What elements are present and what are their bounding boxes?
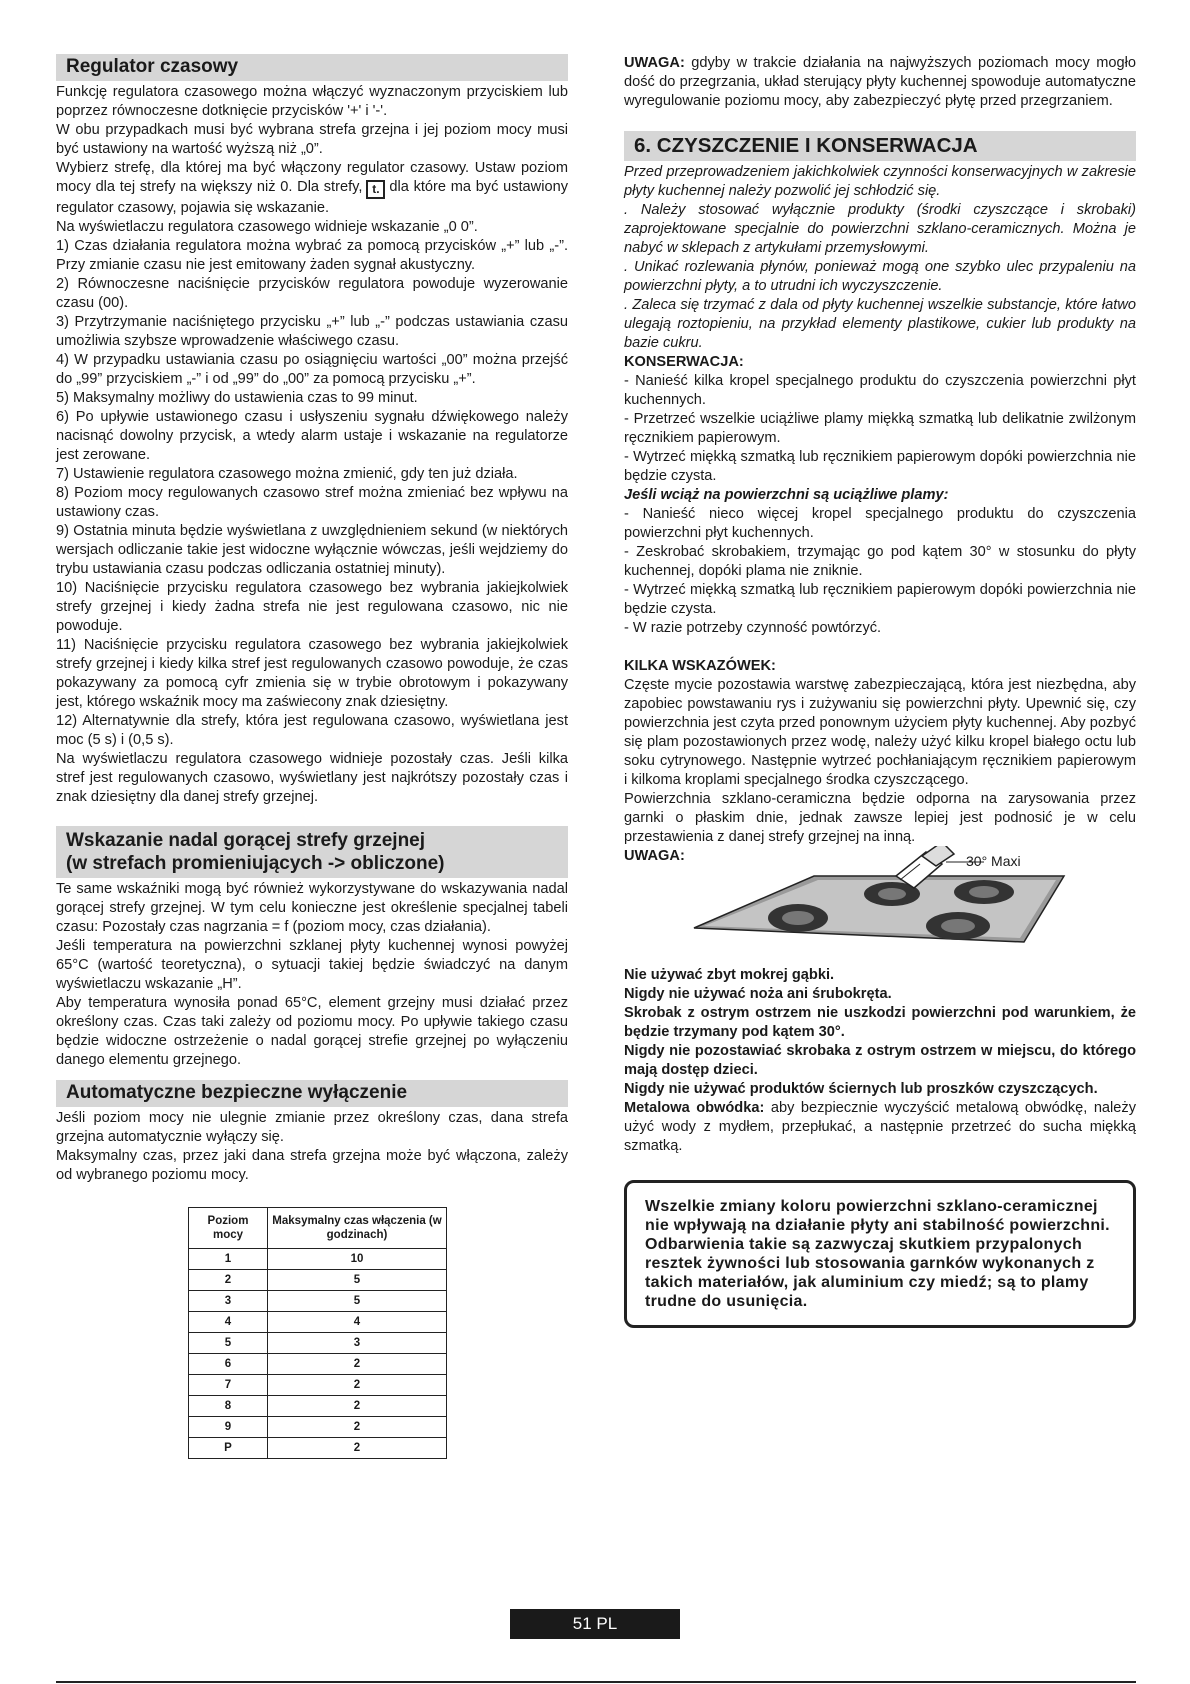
table-row <box>189 1312 447 1333</box>
bold-note-1: Nie używać zbyt mokrej gąbki. <box>624 967 835 983</box>
cell-power: 3 <box>189 1291 268 1312</box>
auto-paragraph-2: Maksymalny czas, przez jaki dana strefa grzejna może być włączona, zależy od wybranego poziomu mocy. <box>56 1148 568 1183</box>
page-number: 51 PL <box>510 1609 680 1639</box>
stains-item: - Nanieść nieco więcej kropel specjalnego produktu do czyszczenia powierzchni płyt kuchennych. <box>624 506 1136 541</box>
cell-power: P <box>189 1438 268 1459</box>
table-row <box>189 1375 447 1396</box>
right-column <box>624 54 1136 1328</box>
cell-time: 5 <box>268 1291 447 1312</box>
timer-intro-3b: dla które ma być ustawiony regulator czasowy, pojawia się wskazanie. <box>56 179 568 216</box>
timer-display-icon: t. <box>366 180 385 199</box>
tips-paragraph-1: Częste mycie pozostawia warstwę zabezpieczającą, która jest niezbędna, aby zapobiec powstawaniu rys i zużywaniu się powierzchni płyty. Upewnić się, czy powierzchnia jest czyta przed ponownym użyciem płyty kuchennej. Aby pozbyć się plam pozostawionych przez wodę, należy użyć kilku kropel białego octu lub soku cytrynowego. Następnie wytrzeć pochłaniającym ręcznikiem papierowym i kilkoma kroplami specjalnego środka czyszczącego. <box>624 677 1136 788</box>
cell-time: 5 <box>268 1270 447 1291</box>
stains-item: - Wytrzeć miękką szmatką lub ręcznikiem papierowym dopóki powierzchnia nie będzie czysta. <box>624 582 1136 617</box>
table-row <box>189 1354 447 1375</box>
cell-time: 2 <box>268 1417 447 1438</box>
table-row <box>189 1417 447 1438</box>
bold-note-2: Nigdy nie używać noża ani śrubokręta. <box>624 986 892 1002</box>
auto-off-heading: Automatyczne bezpieczne wyłączenie <box>56 1080 568 1107</box>
angle-label: 30° Maxi <box>966 853 1021 869</box>
stains-item: - W razie potrzeby czynność powtórzyć. <box>624 620 882 636</box>
cell-time: 2 <box>268 1354 447 1375</box>
burner-ring <box>969 886 999 898</box>
stains-label: Jeśli wciąż na powierzchni są uciążliwe plamy: <box>624 487 949 503</box>
timer-item: Na wyświetlaczu regulatora czasowego widnieje pozostały czas. Jeśli kilka stref jest regulowanych czasowo, wyświetlany jest najkrótszy pozostały czas i znak dziesiętny dla danej strefy grzejnej. <box>56 751 568 805</box>
cell-time: 2 <box>268 1396 447 1417</box>
cell-time: 3 <box>268 1333 447 1354</box>
timer-item: 6) Po upływie ustawionego czasu i usłyszeniu sygnału dźwiękowego należy nacisnąć dowolny przycisk, a wtedy alarm ustaje i wskazanie na regulatorze jest zerowane. <box>56 409 568 463</box>
table-row <box>189 1333 447 1354</box>
table-row <box>189 1291 447 1312</box>
timer-item: 12) Alternatywnie dla strefy, która jest regulowana czasowo, wyświetlana jest moc (5 s) i (0,5 s). <box>56 713 568 748</box>
metal-label: Metalowa obwódka: <box>624 1100 765 1116</box>
hot-heading-line-2: (w strefach promieniujących -> obliczone) <box>66 853 445 874</box>
cell-time: 2 <box>268 1438 447 1459</box>
timer-intro-1: Funkcję regulatora czasowego można włączyć wyznaczonym przyciskiem lub poprzez równoczesne dotknięcie przycisków '+' i '-'. <box>56 84 568 119</box>
cell-time: 2 <box>268 1375 447 1396</box>
hot-paragraph-2: Jeśli temperatura na powierzchni szklanej płyty kuchennej wynosi powyżej 65°C (wartość teoretyczna), o sytuacji takiej będzie świadczyć na danym wyświetlaczu wskazanie „H”. <box>56 938 568 992</box>
uwaga-label: UWAGA: <box>624 848 685 864</box>
overheat-warning <box>624 54 1136 111</box>
cell-power: 4 <box>189 1312 268 1333</box>
maintenance-item: - Wytrzeć miękką szmatką lub ręcznikiem papierowym dopóki powierzchnia nie będzie czysta. <box>624 449 1136 484</box>
table-row <box>189 1396 447 1417</box>
discoloration-note-box: Wszelkie zmiany koloru powierzchni szklano-ceramicznej nie wpływają na działanie płyty ani stabilność powierzchni. Odbarwienia takie są zazwyczaj skutkiem przypalonych resztek żywności lub stosowania garnków wykonanych z takich materiałów, jak aluminium czy miedź; są to plamy trudne do usunięcia. <box>624 1180 1136 1328</box>
timer-item: 10) Naciśnięcie przycisku regulatora czasowego bez wybrania jakiejkolwiek strefy grzejnej i kiedy żadna strefa nie jest regulowana czasowo, nic nie powoduje. <box>56 580 568 634</box>
stains-item: - Zeskrobać skrobakiem, trzymając go pod kątem 30° w stosunku do płyty kuchennej, dopóki plama nie zniknie. <box>624 544 1136 579</box>
timer-intro-4: Na wyświetlaczu regulatora czasowego widnieje wskazanie „0 0”. <box>56 219 478 235</box>
hob-drawing <box>624 846 1136 946</box>
cell-time: 10 <box>268 1249 447 1270</box>
burner-ring <box>878 888 906 900</box>
cleaning-heading: 6. CZYSZCZENIE I KONSERWACJA <box>624 131 1136 161</box>
timer-heading: Regulator czasowy <box>56 54 568 81</box>
cell-power: 9 <box>189 1417 268 1438</box>
cell-power: 6 <box>189 1354 268 1375</box>
timer-item: 1) Czas działania regulatora można wybrać za pomocą przycisków „+” lub „-”. Przy zmianie czasu nie jest emitowany żaden sygnał akustyczny. <box>56 238 568 273</box>
cleaning-italic-4: . Zaleca się trzymać z dala od płyty kuchennej wszelkie substancje, które łatwo ulegają roztopieniu, na przykład elementy plastikowe, cukier lub produkty na bazie cukru. <box>624 297 1136 351</box>
table-header-time: Maksymalny czas włączenia (w godzinach) <box>268 1208 447 1249</box>
cell-power: 1 <box>189 1249 268 1270</box>
hot-paragraph-1: Te same wskaźniki mogą być również wykorzystywane do wskazywania nadal gorącej strefy grzejnej. W tym celu konieczne jest określenie specjalnej tabeli czasu: Pozostały czas nagrzania = f (poziom mocy, czas działania). <box>56 881 568 935</box>
bold-note-4: Nigdy nie pozostawiać skrobaka z ostrym ostrzem w miejscu, do którego mają dostęp dzieci. <box>624 1043 1136 1078</box>
auto-paragraph-1: Jeśli poziom mocy nie ulegnie zmianie przez określony czas, dana strefa grzejna automatycznie wyłączy się. <box>56 1110 568 1145</box>
timer-list <box>56 237 568 807</box>
hot-zone-heading <box>56 826 568 878</box>
metal-rim-paragraph <box>624 1099 1136 1156</box>
power-time-table <box>188 1207 447 1459</box>
timer-item: 7) Ustawienie regulatora czasowego można zmienić, gdy ten już działa. <box>56 466 518 482</box>
cell-power: 8 <box>189 1396 268 1417</box>
timer-intro-2: W obu przypadkach musi być wybrana strefa grzejna i jej poziom mocy musi być ustawiony na wartość wyższą niż „0”. <box>56 122 568 157</box>
timer-item: 3) Przytrzymanie naciśniętego przycisku „+” lub „-” podczas ustawiania czasu umożliwia szybsze wprowadzenie właściwego czasu. <box>56 314 568 349</box>
timer-item: 9) Ostatnia minuta będzie wyświetlana z uwzględnieniem sekund (w niektórych wersjach odliczanie takie jest widoczne wyłącznie wówczas, jeśli wejdziemy do trybu ustawiania czasu podczas odliczania ostatniej minuty). <box>56 523 568 577</box>
cell-power: 7 <box>189 1375 268 1396</box>
timer-item: 11) Naciśnięcie przycisku regulatora czasowego bez wybrania jakiejkolwiek strefy grzejnej i kiedy kilka stref jest regulowanych czasowo powoduje, że czas pokazywany za pomocą cyfr zmienia się w trybie obrotowym i pokazywany jest, którego wskaźnik mocy ma zaświecony znak dziesiętny. <box>56 637 568 710</box>
timer-item: 8) Poziom mocy regulowanych czasowo stref można zmieniać bez wpływu na ustawiony czas. <box>56 485 568 520</box>
bold-note-3: Skrobak z ostrym ostrzem nie uszkodzi powierzchni pod warunkiem, że będzie trzymany pod kątem 30°. <box>624 1005 1136 1040</box>
timer-intro-3 <box>56 159 568 218</box>
bottom-rule <box>56 1681 1136 1683</box>
timer-item: 4) W przypadku ustawiania czasu po osiągnięciu wartości „00” można przejść do „99” przyciskiem „-” i od „99” do „00” za pomocą przycisku „+”. <box>56 352 568 387</box>
maintenance-item: - Nanieść kilka kropel specjalnego produktu do czyszczenia powierzchni płyt kuchennych. <box>624 373 1136 408</box>
cleaning-italic-3: . Unikać rozlewania płynów, ponieważ mogą one szybko ulec przypaleniu na powierzchni płyty, a to utrudni ich wyczyszczenie. <box>624 259 1136 294</box>
warning-label: UWAGA: <box>624 55 685 71</box>
maintenance-item: - Przetrzeć wszelkie uciążliwe plamy miękką szmatką lub delikatnie zwilżonym ręcznikiem papierowym. <box>624 411 1136 446</box>
timer-item: 2) Równoczesne naciśnięcie przycisków regulatora powoduje wyzerowanie czasu (00). <box>56 276 568 311</box>
left-column <box>56 54 568 1459</box>
cell-power: 2 <box>189 1270 268 1291</box>
burner-ring <box>782 911 814 925</box>
burner-ring <box>941 919 975 933</box>
table-row <box>189 1438 447 1459</box>
warning-text: gdyby w trakcie działania na najwyższych poziomach mocy mogło dość do przegrzania, układ sterujący płyty kuchennej spowoduje automatyczne wyregulowanie poziomu mocy, aby zabezpieczyć płytę przed przegrzaniem. <box>624 55 1136 109</box>
cleaning-italic-1: Przed przeprowadzeniem jakichkolwiek czynności konserwacyjnych w zakresie płyty kuchennej należy pozwolić jej schłodzić się. <box>624 164 1136 199</box>
metal-text: aby bezpiecznie wyczyścić metalową obwódkę, należy użyć wody z mydłem, przepłukać, a następnie przetrzeć do sucha miękką szmatką. <box>624 1100 1137 1154</box>
timer-item: 5) Maksymalny możliwy do ustawienia czas to 99 minut. <box>56 390 418 406</box>
cell-time: 4 <box>268 1312 447 1333</box>
cleaning-italic-2: . Należy stosować wyłącznie produkty (środki czyszczące i skrobaki) zaprojektowane specjalnie do powierzchni szklano-ceramicznych. Można je nabyć w sklepach z artykułami przemysłowymi. <box>624 202 1136 256</box>
timer-intro-3a: Wybierz strefę, dla której ma być włączony regulator czasowy. Ustaw poziom mocy dla tej strefy na większy niż 0. Dla strefy, <box>56 160 568 195</box>
table-row <box>189 1270 447 1291</box>
table-header-power: Poziom mocy <box>189 1208 268 1249</box>
cell-power: 5 <box>189 1333 268 1354</box>
hot-paragraph-3: Aby temperatura wynosiła ponad 65°C, element grzejny musi działać przez określony czas. Czas taki zależy od poziomu mocy. Po upływie takiego czasu będzie widoczne ostrzeżenie o nadal gorącej strefie grzejnej po wyłączeniu danego elementu grzejnego. <box>56 995 568 1068</box>
hot-heading-line-1: Wskazanie nadal gorącej strefy grzejnej <box>66 830 426 851</box>
bold-note-5: Nigdy nie używać produktów ściernych lub proszków czyszczących. <box>624 1081 1098 1097</box>
maintenance-label: KONSERWACJA: <box>624 354 744 370</box>
tips-paragraph-2: Powierzchnia szklano-ceramiczna będzie odporna na zarysowania przez garnki o płaskim dnie, jednak zawsze lepiej jest podnosić je w celu przestawienia z danej strefy grzejnej na inną. <box>624 791 1136 845</box>
tips-label: KILKA WSKAZÓWEK: <box>624 658 776 674</box>
table-row <box>189 1249 447 1270</box>
